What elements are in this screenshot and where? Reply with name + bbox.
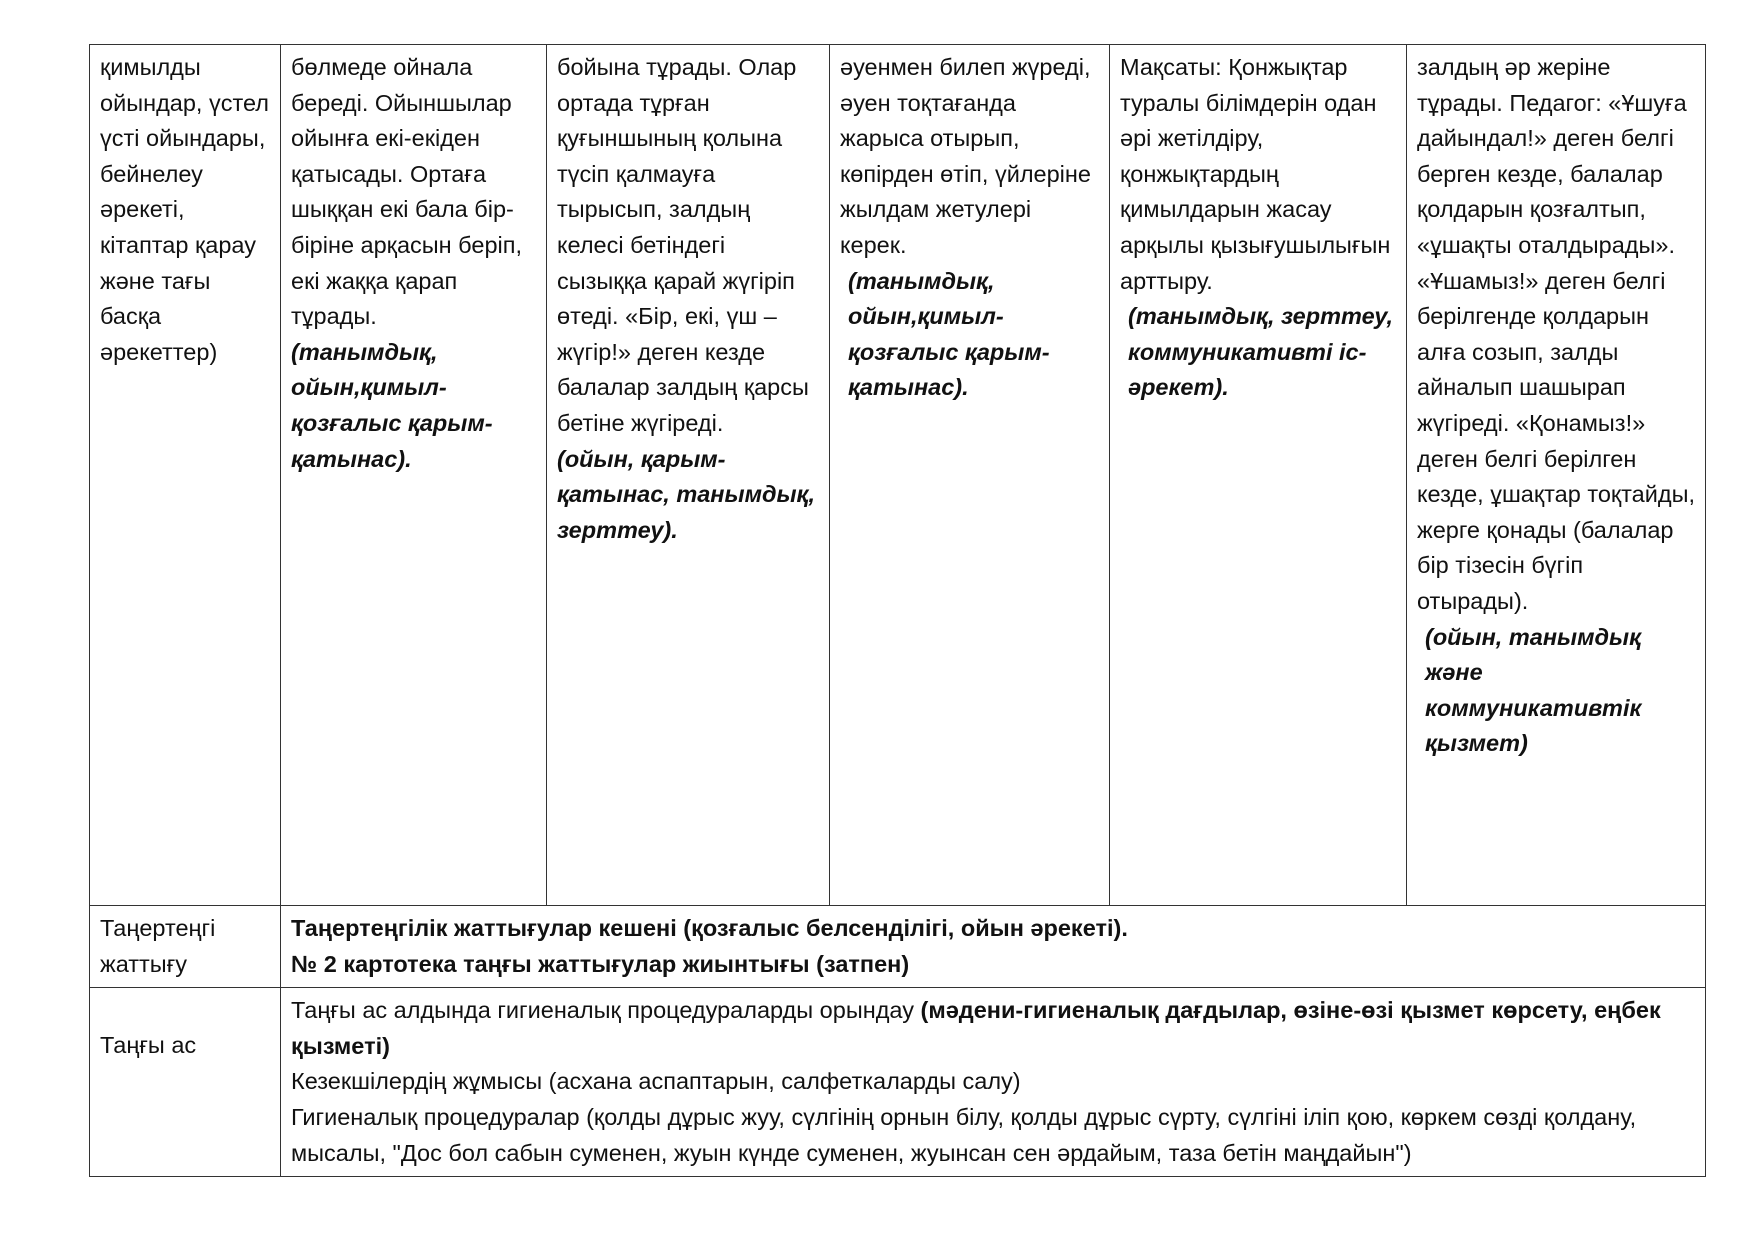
game-cell-2: [547, 45, 830, 906]
morning-exercise-label: [90, 906, 281, 988]
game-tag-5: (ойын, танымдық және коммуникативтік қызмет): [1425, 623, 1642, 757]
breakfast-line-1-bold: (мәдени-гигиеналық дағдылар, өзіне-өзі қызмет көрсету, еңбек қызметі): [291, 997, 1661, 1059]
breakfast-line-1-text: Таңғы ас алдында гигиеналық процедураларды орындау: [291, 997, 921, 1024]
game-tag-4: (танымдық, зерттеу, коммуникативті іс-әрекет).: [1128, 303, 1394, 401]
activity-type-text: қимылды ойындар, үстел үсті ойындары, бейнелеу әрекеті, кітаптар қарау және тағы басқа әрекеттер): [100, 54, 269, 365]
morning-exercise-line-1: Таңертеңгілік жаттығулар кешені (қозғалыс белсенділігі, ойын әрекеті).: [291, 915, 1128, 941]
breakfast-label: [90, 988, 281, 1177]
game-description-2: бойына тұрады. Олар ортада тұрған қуғыншының қолына түсіп қалмауға тырысып, залдың келесі бетіндегі сызыққа қарай жүгіріп өтеді. «Бір, екі, үш – жүгір!» деген кезде балалар залдың қарсы бетіне жүгіреді.: [557, 54, 809, 436]
breakfast-content: [281, 988, 1706, 1177]
game-cell-1: [281, 45, 547, 906]
game-description-4: Мақсаты: Қонжықтар туралы білімдерін одан әрі жетілдіру, қонжықтардың қимылдарын жасау арқылы қызығушылығын арттыру.: [1120, 54, 1391, 294]
game-cell-4: [1110, 45, 1407, 906]
activities-row: [90, 45, 1706, 906]
morning-exercise-label-text: Таңертеңгі жаттығу: [100, 915, 216, 977]
game-cell-3: [830, 45, 1110, 906]
breakfast-label-text: Таңғы ас: [100, 1032, 197, 1059]
morning-exercise-content: [281, 906, 1706, 988]
breakfast-line-1: [291, 993, 1695, 1064]
breakfast-row: [90, 988, 1706, 1177]
morning-exercise-row: [90, 906, 1706, 988]
breakfast-line-3: Гигиеналық процедуралар (қолды дұрыс жуу, сүлгінің орнын білу, қолды дұрыс сүрту, сүлгіні іліп қою, көркем сөзді қолдану, мысалы, "Дос бол сабын суменен, жуын күнде суменен, жуынсан сен әрдайым, таза бетін маңдайын"): [291, 1103, 1637, 1166]
breakfast-line-2: Кезекшілердің жұмысы (асхана аспаптарын, салфеткаларды салу): [291, 1068, 1021, 1095]
game-tag-2: (ойын, қарым-қатынас, танымдық, зерттеу).: [557, 445, 815, 543]
game-cell-5: [1407, 45, 1706, 906]
activity-type-cell: [90, 45, 281, 906]
game-tag-3: (танымдық, ойын,қимыл-қозғалыс қарым-қатынас).: [848, 267, 1050, 401]
game-description-1: бөлмеде ойнала береді. Ойыншылар ойынға екі-екіден қатысады. Ортаға шыққан екі бала бір-біріне арқасын беріп, екі жаққа қарап тұрады.: [291, 54, 522, 330]
game-description-3: әуенмен билеп жүреді, әуен тоқтағанда жарыса отырып, көпірден өтіп, үйлеріне жылдам жетулері керек.: [840, 54, 1091, 258]
daily-plan-table: [89, 44, 1706, 1177]
game-tag-1: (танымдық, ойын,қимыл-қозғалыс қарым-қатынас).: [291, 338, 493, 472]
game-description-5: залдың әр жеріне тұрады. Педагог: «Ұшуға дайындал!» деген белгі берген кезде, балалар қолдарын қозғалтып, «ұшақты оталдырады». «Ұшамыз!» деген белгі берілгенде қолдарын алға созып, залды айналып шашырап жүгіреді. «Қонамыз!» деген белгі берілген кезде, ұшақтар тоқтайды, жерге қонады (балалар бір тізесін бүгіп отырады).: [1417, 54, 1695, 614]
morning-exercise-line-2: № 2 картотека таңғы жаттығулар жиынтығы (затпен): [291, 950, 910, 977]
